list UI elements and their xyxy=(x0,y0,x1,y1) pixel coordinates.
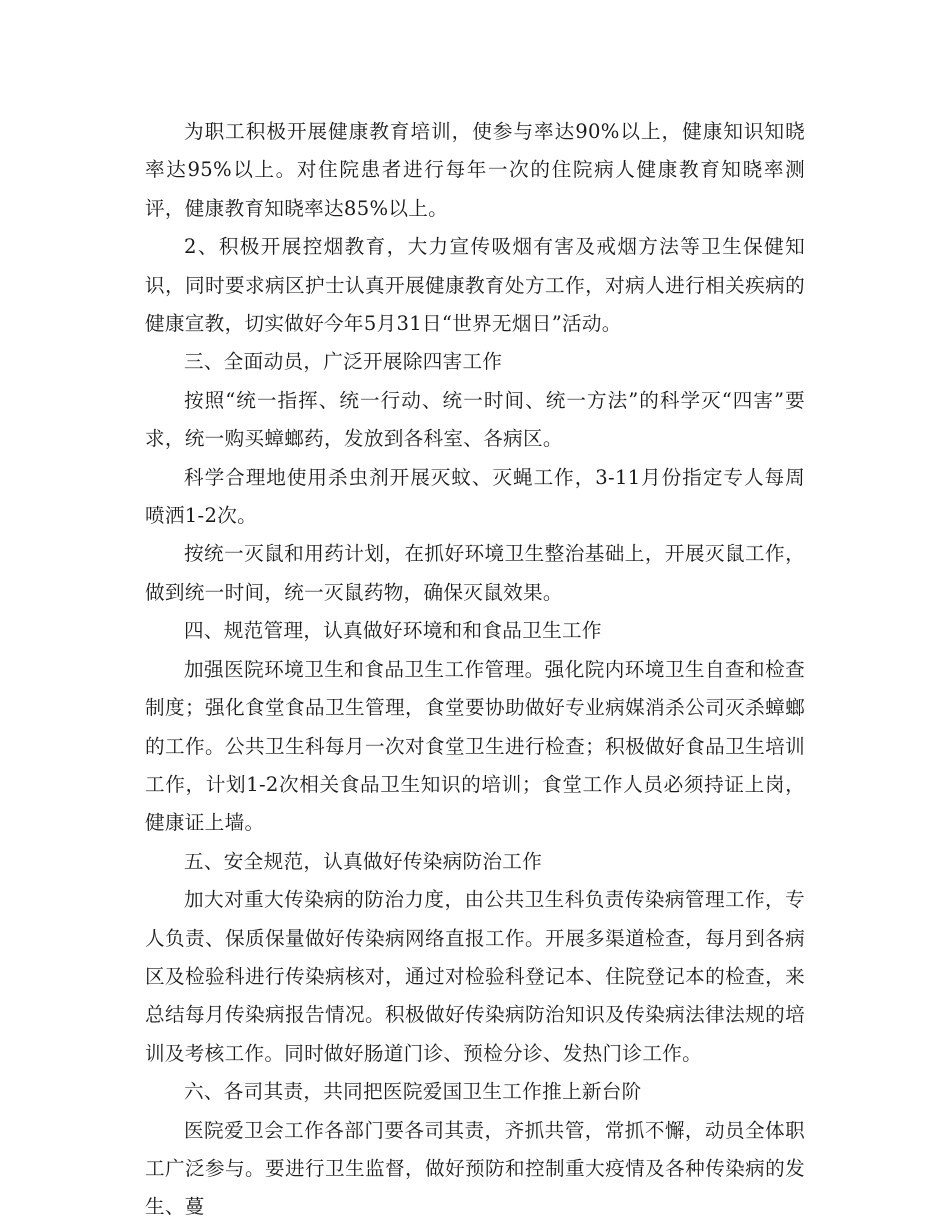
paragraph-food-hygiene-management: 加强医院环境卫生和食品卫生工作管理。强化院内环境卫生自查和检查制度；强化食堂食品卫生管理，食堂要协助做好专业病媒消杀公司灭杀蟑螂的工作。公共卫生科每月一次对食堂卫生进行检查；积极做好食品卫生培训工作，计划1-2次相关食品卫生知识的培训；食堂工作人员必须持证上岗，健康证上墙。 xyxy=(145,657,805,835)
paragraph-tobacco-control: 2、积极开展控烟教育，大力宣传吸烟有害及戒烟方法等卫生保健知识，同时要求病区护士认真开展健康教育处方工作，对病人进行相关疾病的健康宣教，切实做好今年5月31日“世界无烟日”活动。 xyxy=(145,235,805,336)
section-heading-infectious-disease: 五、安全规范，认真做好传染病防治工作 xyxy=(184,849,543,873)
paragraph-mosquito-fly-control: 科学合理地使用杀虫剂开展灭蚊、灭蝇工作，3-11月份指定专人每周喷洒1-2次。 xyxy=(145,465,805,528)
section-heading-responsibilities: 六、各司其责，共同把医院爱国卫生工作推上新台阶 xyxy=(184,1080,642,1104)
paragraph-infectious-disease-prevention: 加大对重大传染病的防治力度，由公共卫生科负责传染病管理工作，专人负责、保质保量做好传染病网络直报工作。开展多渠道检查，每月到各病区及检验科进行传染病核对，通过对检验科登记本、住院登记本的检查，来总结每月传染病报告情况。积极做好传染病防治知识及传染病法律法规的培训及考核工作。同时做好肠道门诊、预检分诊、发热门诊工作。 xyxy=(145,888,805,1065)
paragraph-rodent-control: 按统一灭鼠和用药计划，在抓好环境卫生整治基础上，开展灭鼠工作，做到统一时间，统一灭鼠药物，确保灭鼠效果。 xyxy=(145,542,805,604)
paragraph-health-education-training: 为职工积极开展健康教育培训，使参与率达90%以上，健康知识知晓率达95%以上。对住院患者进行每年一次的住院病人健康教育知晓率测评，健康教育知晓率达85%以上。 xyxy=(145,120,805,220)
paragraph-patriotic-health-committee: 医院爱卫会工作各部门要各司其责，齐抓共管，常抓不懈，动员全体职工广泛参与。要进行卫生监督，做好预防和控制重大疫情及各种传染病的发生、蔓 xyxy=(145,1118,805,1219)
section-heading-food-hygiene: 四、规范管理，认真做好环境和和食品卫生工作 xyxy=(184,619,602,643)
document-body xyxy=(145,113,805,1227)
paragraph-cockroach-control: 按照“统一指挥、统一行动、统一时间、统一方法”的科学灭“四害”要求，统一购买蟑螂药，发放到各科室、各病区。 xyxy=(145,388,805,451)
section-heading-pest-control: 三、全面动员，广泛开展除四害工作 xyxy=(184,350,503,374)
